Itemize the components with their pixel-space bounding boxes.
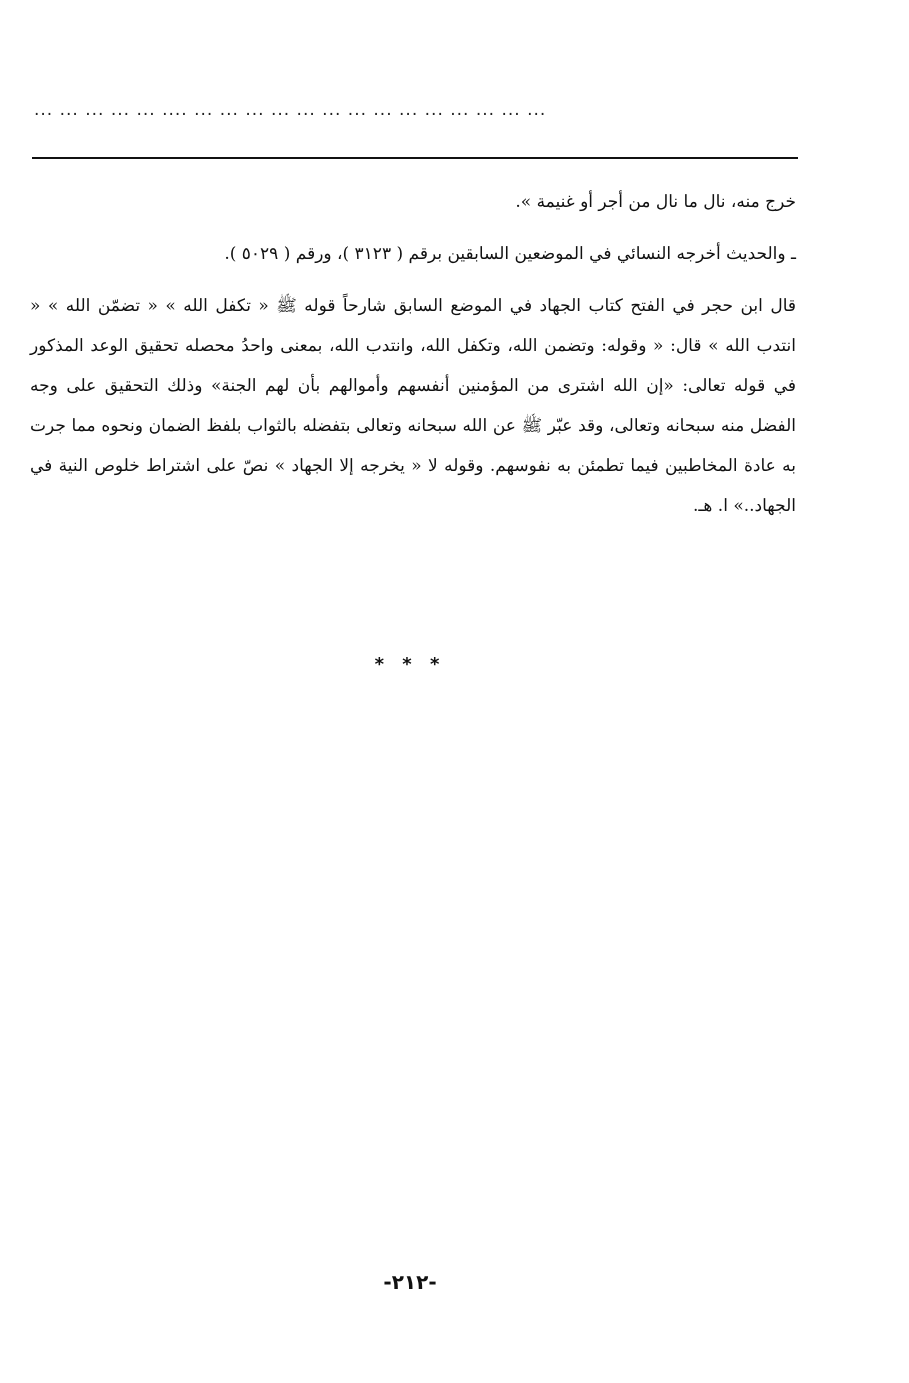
footnote-line-2: ـ والحديث أخرجه النسائي في الموضعين السابقين برقم ( ٣١٢٣ )، ورقم ( ٥٠٢٩ ). [224,244,796,264]
continuation-dots: ... ... ... ... ... .... ... ... ... ... ... ... ... ... ... ... ... ... ... ... [34,100,547,120]
footnote-line-1: خرج منه، نال ما نال من أجر أو غنيمة ». [515,192,796,212]
footnote-divider [32,157,798,159]
footnote-paragraph: قال ابن حجر في الفتح كتاب الجهاد في الموضع السابق شارحاً قوله ﷺ « تكفل الله » « تضمّن الله » « انتدب الله » قال: « وقوله: وتضمن الله، وتكفل الله، وانتدب الله، بمعنى واحدُ محصله تحقيق الوعد المذكور في قوله تعالى: «إن الله اشترى من المؤمنين أنفسهم وأموالهم بأن لهم الجنة» وذلك التحقيق على وجه الفضل منه سبحانه وتعالى، وقد عبّر ﷺ عن الله سبحانه وتعالى بتفضله بالثواب بلفظ الضمان ونحوه مما جرت به عادة المخاطبين فيما تطمئن به نفوسهم. وقوله لا « يخرجه إلا الجهاد » نصّ على اشتراط خلوص النية في الجهاد..» ا. هـ. [30,296,797,516]
page-number: -٢١٢- [383,1270,437,1294]
section-separator: * * * [374,654,446,675]
